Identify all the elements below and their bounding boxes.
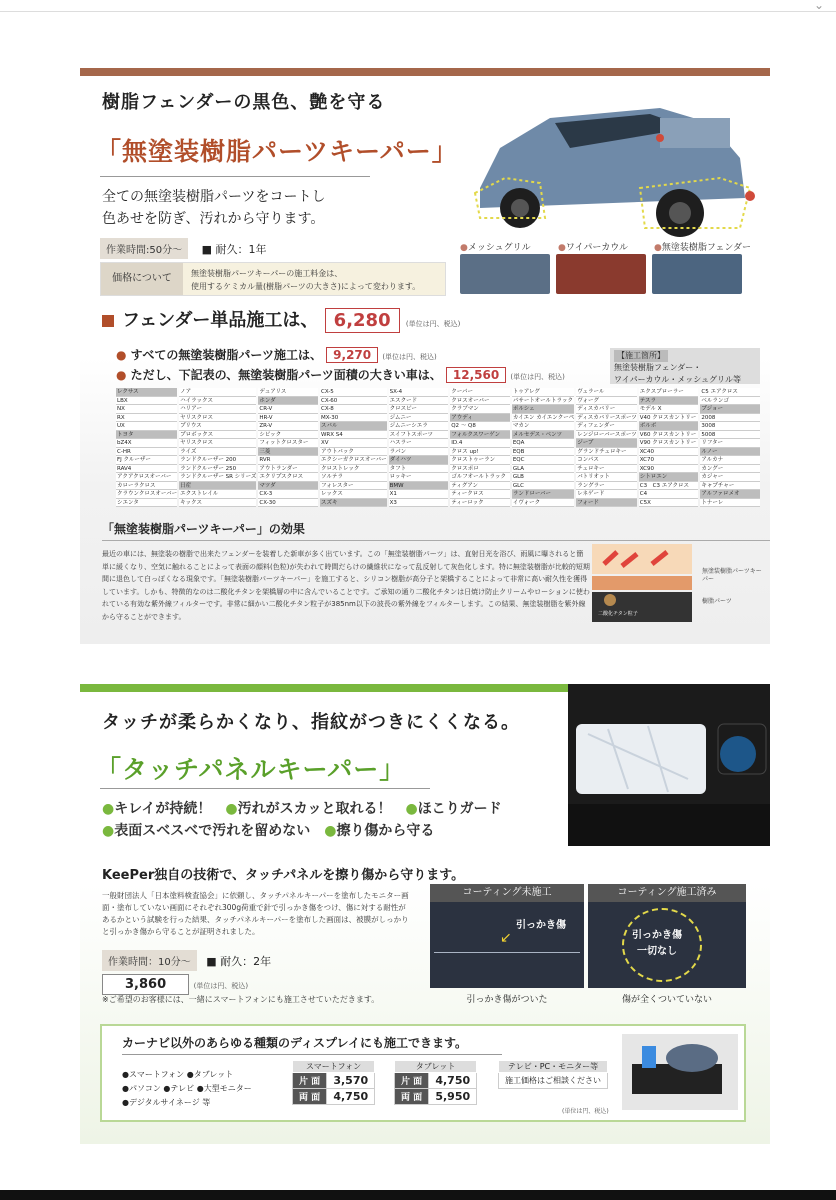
- model-cell: C-HR: [116, 448, 177, 457]
- consult-cell: 施工価格はご相談ください: [499, 1073, 608, 1089]
- divider: [122, 1054, 502, 1055]
- price-cell: 3,570: [327, 1073, 375, 1089]
- diagram-label-coat: 無塗装樹脂パーツキーパー: [702, 568, 762, 583]
- tax-note: (単位は円、税込): [405, 320, 461, 328]
- side-label: 両 面: [293, 1089, 327, 1105]
- model-cell: CX-3: [258, 490, 318, 499]
- price-cell: 4,750: [429, 1073, 477, 1089]
- model-cell: V40 クロスカントリー: [639, 414, 699, 423]
- model-cell: LBX: [116, 397, 177, 406]
- coated-photo: [588, 902, 746, 988]
- model-cell: CR-V: [258, 405, 318, 414]
- model-cell: V90 クロスカントリー: [639, 439, 699, 448]
- fender-label: フェンダー単品施工は、: [122, 310, 319, 331]
- maker-header-cell: プジョー: [700, 405, 760, 414]
- tablet-price-table: [394, 1060, 477, 1105]
- model-cell: レックス: [320, 490, 387, 499]
- model-column: [389, 388, 449, 507]
- model-cell: パサートオールトラック: [512, 397, 573, 404]
- maker-header-cell: 三菱: [258, 448, 318, 457]
- model-cell: デュアリス: [258, 388, 318, 397]
- bullet-label: すべての無塗装樹脂パーツ施工は、: [130, 348, 322, 362]
- model-cell: アウトランダー: [258, 465, 318, 474]
- side-label: 片 面: [395, 1073, 429, 1089]
- model-cell: シビック: [258, 431, 318, 440]
- tax-note: (単位は円、税込): [562, 1108, 609, 1115]
- model-cell: タフト: [389, 465, 449, 474]
- diagram-label-resin: 樹脂パーツ: [702, 598, 732, 605]
- model-cell: アウトバック: [320, 448, 387, 457]
- model-cell: FJ クルーザー: [116, 456, 177, 465]
- mesh-grill-photo: [460, 254, 550, 294]
- model-cell: XV: [320, 439, 387, 448]
- caption-wiper-cowl: ●ワイパーカウル: [558, 243, 628, 253]
- square-marker: [102, 315, 114, 327]
- model-cell: ソルテラ: [320, 473, 387, 482]
- table-header: テレビ・PC・モニター等: [499, 1061, 608, 1073]
- effect-text: 最近の車には、無塗装の樹脂で出来たフェンダーを装着した新車が多く出ています。この「無塗装樹脂パーツ」は、直射日光を浴び、雨風に曝されると簡単に緩くなり、空気に触れることによって表面の顔料(色粒)が失われて時間だらけの繊維状になって乱反射して灰色化します。特に無塗装樹脂が比較的短期間に退色して白っぽくなる現象です。「無塗装樹脂パーツキーパー」を施工すると、シリコン樹脂が高分子と架橋することによって非常に高い耐久性を獲得しています。しかも、特徴的なのは二酸化チタンを架橋層の中に含んでいることです。ご承知の通り二酸化チタンは日焼け防止クリームやローションに使われている有効な紫外線フィルターです。非常に細かい二酸化チタン粒子が385nm以下の波長の紫外線をフィルターします。この結果、無塗装樹脂を紫外線から守ることができます。: [102, 550, 590, 621]
- model-cell: レンジローバースポーツ: [577, 431, 637, 438]
- arrow-icon: ↙: [500, 930, 512, 946]
- large-car-price-line: ● ただし、下記表の、無塗装樹脂パーツ面積の大きい車は、 12,560 (単位は円、税込): [116, 368, 565, 382]
- model-cell: ディスカバリー: [576, 405, 637, 414]
- durability: ■ 耐久：1年: [201, 243, 267, 256]
- tv-pc-price-table: [498, 1060, 608, 1089]
- model-cell: C5 エアクロス: [700, 388, 760, 397]
- maker-header-cell: フォルクスワーゲン: [450, 431, 510, 440]
- model-cell: V60 クロスカントリー: [639, 431, 699, 440]
- tech-description: 一般財団法人「日本塗料検査協会」に依頼し、タッチパネルキーパーを塗布したモニター画面・塗布していない画面にそれぞれ300g荷重で針で引っかき傷をつけ、傷に対する耐性があるかという試験を行った結果、タッチパネルキーパーを塗布した画面は、被膜がしっかりと引っかき傷から守ることが証明されました。: [102, 891, 409, 936]
- model-column: [116, 388, 177, 507]
- model-cell: ハリアー: [179, 405, 256, 414]
- model-cell: ヴォーグ: [576, 397, 637, 406]
- model-cell: フィットクロスター: [258, 439, 318, 448]
- model-cell: UX: [116, 422, 177, 431]
- touch-panel-keeper-section: [80, 684, 770, 1144]
- model-cell: 5008: [700, 431, 760, 440]
- model-cell: ロッキー: [389, 473, 449, 482]
- model-column: [512, 388, 574, 507]
- model-cell: レネゲード: [576, 490, 637, 499]
- model-cell: クーパー: [450, 388, 510, 397]
- model-cell: ティーロック: [450, 499, 510, 508]
- model-cell: チェロキー: [576, 465, 637, 474]
- model-column: [179, 388, 256, 507]
- no-scratch-label: 引っかき傷 一切なし: [632, 930, 682, 957]
- work-time: [102, 950, 271, 971]
- model-cell: Q2 ～ Q8: [450, 422, 510, 431]
- model-column: [450, 388, 510, 507]
- model-cell: ディフェンダー: [576, 422, 637, 431]
- uncoated-caption: 引っかき傷がついた: [466, 995, 548, 1005]
- model-column: [700, 388, 760, 507]
- model-cell: トゥアレグ: [512, 388, 574, 397]
- price-note: [191, 267, 420, 293]
- price-note-line: 無塗装樹脂パーツキーパーの施工料金は、: [191, 269, 343, 278]
- fender-photo: [652, 254, 742, 294]
- model-cell: GLA: [512, 465, 574, 474]
- time-tag: 作業時間：10分～: [102, 950, 197, 971]
- resin-keeper-section: [80, 68, 770, 644]
- maker-header-cell: アウディ: [450, 414, 510, 423]
- model-cell: プロボックス: [179, 431, 256, 440]
- model-cell: カングー: [700, 465, 760, 474]
- model-cell: bZ4X: [116, 439, 177, 448]
- maker-header-cell: スバル: [320, 422, 387, 431]
- model-cell: ノア: [179, 388, 256, 397]
- model-cell: ランドクルーザー SR シリーズ: [180, 474, 257, 480]
- device-line: ●デジタルサイネージ 等: [122, 1098, 211, 1107]
- large-car-price: 12,560: [446, 367, 506, 383]
- device-list: [122, 1068, 252, 1110]
- price-cell: 5,950: [429, 1089, 477, 1105]
- model-cell: ベルランゴ: [700, 397, 760, 406]
- all-parts-price: 9,270: [326, 347, 378, 363]
- car-image: [460, 78, 760, 248]
- model-cell: エクスプローラー: [639, 388, 699, 397]
- model-cell: ID.4: [450, 439, 510, 448]
- model-cell: スイフトスポーツ: [389, 431, 449, 440]
- model-cell: カイエン カイエンクーペ: [512, 414, 575, 421]
- model-cell: ランドクルーザー 200: [179, 456, 256, 465]
- model-cell: マカン: [512, 422, 574, 431]
- model-cell: エクリプスクロス: [258, 473, 318, 482]
- caption-mesh-grill: ●メッシュグリル: [460, 243, 531, 253]
- scratch-comparison: [430, 884, 746, 1005]
- effect-title: 「無塗装樹脂パーツキーパー」の効果: [102, 522, 305, 536]
- bullet-label: ただし、下記表の、無塗装樹脂パーツ面積の大きい車は、: [130, 368, 442, 382]
- section-description: [102, 186, 325, 230]
- maker-header-cell: スズキ: [320, 499, 387, 508]
- divider: [100, 788, 430, 789]
- model-cell: X1: [389, 490, 449, 499]
- model-cell: EQC: [512, 456, 574, 465]
- fender-price-line: [102, 306, 460, 333]
- apply-area-box: [610, 348, 760, 384]
- model-cell: フォレスター: [320, 482, 387, 491]
- fender-price: 6,280: [325, 308, 400, 333]
- model-cell: GLC: [512, 482, 574, 491]
- model-cell: エスクード: [389, 397, 449, 406]
- model-cell: EQB: [512, 448, 574, 457]
- price-value: 3,860: [102, 974, 189, 995]
- coated-header: コーティング施工済み: [588, 884, 746, 902]
- device-line: ●パソコン ●テレビ ●大型モニター: [122, 1084, 252, 1093]
- apply-tag: 【施工箇所】: [614, 350, 668, 362]
- model-table: [116, 388, 760, 507]
- model-cell: モデル X: [639, 405, 699, 414]
- model-cell: ティグアン: [450, 482, 510, 491]
- model-cell: C4: [639, 490, 699, 499]
- divider: [100, 176, 370, 177]
- model-cell: ヴェラール: [576, 388, 637, 397]
- model-cell: SX-4: [389, 388, 449, 397]
- model-cell: MX-30: [320, 414, 387, 423]
- divider: [102, 540, 770, 541]
- model-cell: クロストレック: [320, 465, 387, 474]
- side-label: 片 面: [293, 1073, 327, 1089]
- model-cell: ライズ: [179, 448, 256, 457]
- model-cell: ヤリスクロス: [179, 439, 256, 448]
- model-cell: ジムニー: [389, 414, 449, 423]
- model-cell: 2008: [700, 414, 760, 423]
- model-cell: GLB: [512, 473, 574, 482]
- model-cell: エクストレイル: [179, 490, 256, 499]
- device-line: ●スマートフォン ●タブレット: [122, 1070, 234, 1079]
- model-cell: キックス: [179, 499, 256, 508]
- maker-header-cell: ダイハツ: [389, 456, 449, 465]
- model-cell: イヴォーク: [512, 499, 574, 508]
- model-cell: コンパス: [576, 456, 637, 465]
- maker-header-cell: フォード: [576, 499, 637, 508]
- tax-note: (単位は円、税込): [510, 373, 565, 381]
- other-displays-box: [100, 1024, 746, 1122]
- viewer-top-bar: [0, 0, 836, 12]
- model-column: [576, 388, 637, 507]
- model-cell: CX-60: [320, 397, 387, 406]
- model-cell: リフター: [700, 439, 760, 448]
- uncoated-header: コーティング未施工: [430, 884, 584, 902]
- desc-line: 色あせを防ぎ、汚れから守ります。: [102, 211, 325, 227]
- model-cell: アルカナ: [700, 456, 760, 465]
- section-top-bar: [80, 68, 770, 76]
- tax-note: (単位は円、税込): [382, 353, 437, 361]
- model-cell: ラングラー: [576, 482, 637, 491]
- model-cell: クラウンクロスオーバー: [117, 491, 178, 497]
- model-cell: RAV4: [116, 465, 177, 474]
- maker-header-cell: マツダ: [258, 482, 318, 491]
- model-cell: ティークロス: [450, 490, 510, 499]
- touch-panel-price: [102, 974, 248, 995]
- section-headline: タッチが柔らかくなり、指紋がつきにくくなる。: [102, 712, 520, 733]
- maker-header-cell: ルノー: [700, 448, 760, 457]
- model-cell: ジムニーシエラ: [389, 422, 449, 431]
- maker-header-cell: メルセデス・ベンツ: [512, 431, 574, 440]
- model-column: [320, 388, 387, 507]
- maker-header-cell: ランドローバー: [512, 490, 574, 499]
- suv-illustration: [460, 78, 760, 248]
- desc-line: 全ての無塗装樹脂パーツをコートし: [102, 189, 326, 205]
- chevron-down-icon[interactable]: ⌄: [813, 0, 824, 12]
- apply-line: ワイパーカウル・メッシュグリル等: [614, 375, 742, 384]
- model-cell: ハイラックス: [179, 397, 256, 406]
- model-cell: グランドチェロキー: [576, 448, 637, 457]
- model-cell: ランドクルーザー 250: [179, 465, 256, 474]
- maker-header-cell: テスラ: [639, 397, 699, 406]
- model-cell: ディスカバリースポーツ: [577, 414, 637, 421]
- price-cell: 4,750: [327, 1089, 375, 1105]
- apply-line: 無塗装樹脂フェンダー・: [614, 363, 702, 372]
- price-info-box: [100, 262, 446, 296]
- model-cell: カローラクロス: [116, 482, 177, 491]
- model-cell: XC40: [639, 448, 699, 457]
- section-title: 「タッチパネルキーパー」: [96, 755, 406, 784]
- model-cell: RX: [116, 414, 177, 423]
- model-cell: XC90: [639, 465, 699, 474]
- table-header: タブレット: [395, 1061, 477, 1073]
- model-cell: クロスポロ: [450, 465, 510, 474]
- model-cell: アクアクロスオーバー: [116, 473, 177, 482]
- model-cell: クロス up!: [450, 448, 510, 457]
- model-cell: C5X: [639, 499, 699, 508]
- diagram-label-titanium: 二酸化チタン粒子: [598, 611, 638, 617]
- model-cell: ゴルフオールトラック: [450, 473, 510, 482]
- model-cell: ハスラー: [389, 439, 449, 448]
- all-parts-price-line: ● すべての無塗装樹脂パーツ施工は、 9,270 (単位は円、税込): [116, 348, 437, 362]
- uncoated-photo: [430, 902, 584, 988]
- section-title: 「無塗装樹脂パーツキーパー」: [96, 137, 458, 166]
- model-cell: キャプチャー: [700, 482, 760, 491]
- model-cell: HR-V: [258, 414, 318, 423]
- feature-row: ●表面スベスベで汚れを留めない ●擦り傷から守る: [102, 823, 435, 839]
- tech-heading: KeePer独自の技術で、タッチパネルを擦り傷から守ります。: [102, 868, 465, 883]
- model-cell: プリウス: [179, 422, 256, 431]
- price-tag: 価格について: [101, 263, 183, 295]
- model-cell: シエンタ: [116, 499, 177, 508]
- application-photo: [622, 1034, 738, 1110]
- model-cell: 3008: [700, 422, 760, 431]
- model-cell: C3 C3 エアクロス: [639, 482, 699, 491]
- model-cell: CX-5: [320, 388, 387, 397]
- tax-note: (単位は円、税込): [193, 982, 249, 990]
- table-header: スマートフォン: [293, 1061, 375, 1073]
- maker-header-cell: ボルボ: [639, 422, 699, 431]
- model-cell: XC70: [639, 456, 699, 465]
- smartphone-price-table: [292, 1060, 375, 1105]
- model-cell: カジャー: [700, 473, 760, 482]
- caption-fender: ●無塗装樹脂フェンダー: [654, 243, 752, 253]
- price-note-line: 使用するケミカル量(樹脂パーツの大きさ)によって変わります。: [191, 282, 421, 291]
- model-cell: クロスオーバー: [450, 397, 510, 406]
- model-cell: クロストゥーラン: [450, 456, 510, 465]
- durability: ■ 耐久：2年: [206, 955, 272, 968]
- maker-header-cell: 日産: [179, 482, 256, 491]
- feature-list: [102, 798, 502, 842]
- model-cell: RVR: [258, 456, 318, 465]
- model-cell: ZR-V: [258, 422, 318, 431]
- work-time: [100, 238, 266, 259]
- maker-header-cell: ジープ: [576, 439, 637, 448]
- maker-header-cell: シトロエン: [639, 473, 699, 482]
- maker-header-cell: レクサス: [116, 388, 177, 397]
- feature-row: ●キレイが持続！ ●汚れがスカッと取れる！ ●ほこりガード: [102, 801, 502, 817]
- coating-diagram: [592, 544, 762, 624]
- section-headline: 樹脂フェンダーの黒色、艶を守る: [102, 92, 386, 113]
- side-label: 両 面: [395, 1089, 429, 1105]
- scratch-label: 引っかき傷: [516, 920, 566, 931]
- model-cell: WRX S4: [320, 431, 387, 440]
- model-cell: クロスビー: [389, 405, 449, 414]
- displays-title: カーナビ以外のあらゆる種類のディスプレイにも施工できます。: [122, 1036, 468, 1050]
- viewer-bottom-bar: [0, 1190, 836, 1200]
- model-cell: EQA: [512, 439, 574, 448]
- maker-header-cell: ホンダ: [258, 397, 318, 406]
- model-cell: CX-8: [320, 405, 387, 414]
- maker-header-cell: BMW: [389, 482, 449, 491]
- maker-header-cell: アルファロメオ: [700, 490, 760, 499]
- time-tag: 作業時間:50分～: [100, 238, 188, 259]
- wiper-cowl-photo: [556, 254, 646, 294]
- model-cell: クラブマン: [450, 405, 510, 414]
- model-cell: トナーレ: [700, 499, 760, 508]
- maker-header-cell: トヨタ: [116, 431, 177, 440]
- car-display-photo: [568, 684, 770, 846]
- model-cell: CX-30: [258, 499, 318, 508]
- model-column: [258, 388, 318, 507]
- model-cell: ラパン: [389, 448, 449, 457]
- model-cell: エクシーガクロスオーバー: [320, 457, 387, 463]
- smartphone-note: ※ご希望のお客様には、一緒にスマートフォンにも施工させていただきます。: [102, 995, 380, 1004]
- model-cell: ヤリスクロス: [179, 414, 256, 423]
- model-column: [639, 388, 699, 507]
- coated-caption: 傷が全くついていない: [621, 995, 712, 1005]
- model-cell: バトリオット: [576, 473, 637, 482]
- maker-header-cell: ポルシェ: [512, 405, 574, 414]
- model-cell: X3: [389, 499, 449, 508]
- model-cell: NX: [116, 405, 177, 414]
